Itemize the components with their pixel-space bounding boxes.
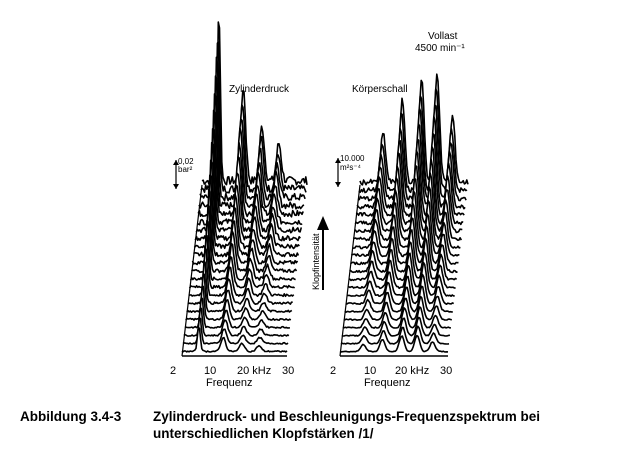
structure-borne-sound-chart	[340, 74, 468, 356]
left-tick-30: 30	[282, 365, 295, 377]
left-x-axis-label: Frequenz	[206, 377, 253, 389]
left-scale-bar	[173, 160, 179, 189]
speed-label: 4500 min⁻¹	[415, 43, 465, 54]
left-tick-20: 20 kHz	[237, 365, 272, 377]
left-scale-unit: bar²	[178, 165, 193, 174]
right-scale-unit: m²s⁻⁴	[340, 163, 361, 172]
left-chart-title: Zylinderdruck	[229, 84, 290, 95]
left-tick-2: 2	[170, 365, 177, 377]
caption-text: Zylinderdruck- und Beschleunigungs-Frequenzspektrum bei unterschiedlichen Klopfstärken /1/	[153, 409, 541, 441]
right-tick-30: 30	[440, 365, 453, 377]
right-tick-20: 20 kHz	[395, 365, 430, 377]
right-chart-title: Körperschall	[352, 84, 408, 95]
right-x-axis-label: Frequenz	[364, 377, 411, 389]
caption-number: Abbildung 3.4-3	[20, 409, 122, 424]
left-scale-value: 0,02	[178, 157, 194, 166]
right-scale-value: 10.000	[340, 154, 365, 163]
right-tick-10: 10	[364, 365, 377, 377]
left-tick-10: 10	[204, 365, 217, 377]
right-scale-bar	[335, 158, 341, 187]
cylinder-pressure-chart	[182, 22, 307, 356]
load-label: Vollast	[428, 31, 458, 42]
knock-intensity-label: Klopfintensität	[311, 233, 321, 290]
right-tick-2: 2	[330, 365, 337, 377]
